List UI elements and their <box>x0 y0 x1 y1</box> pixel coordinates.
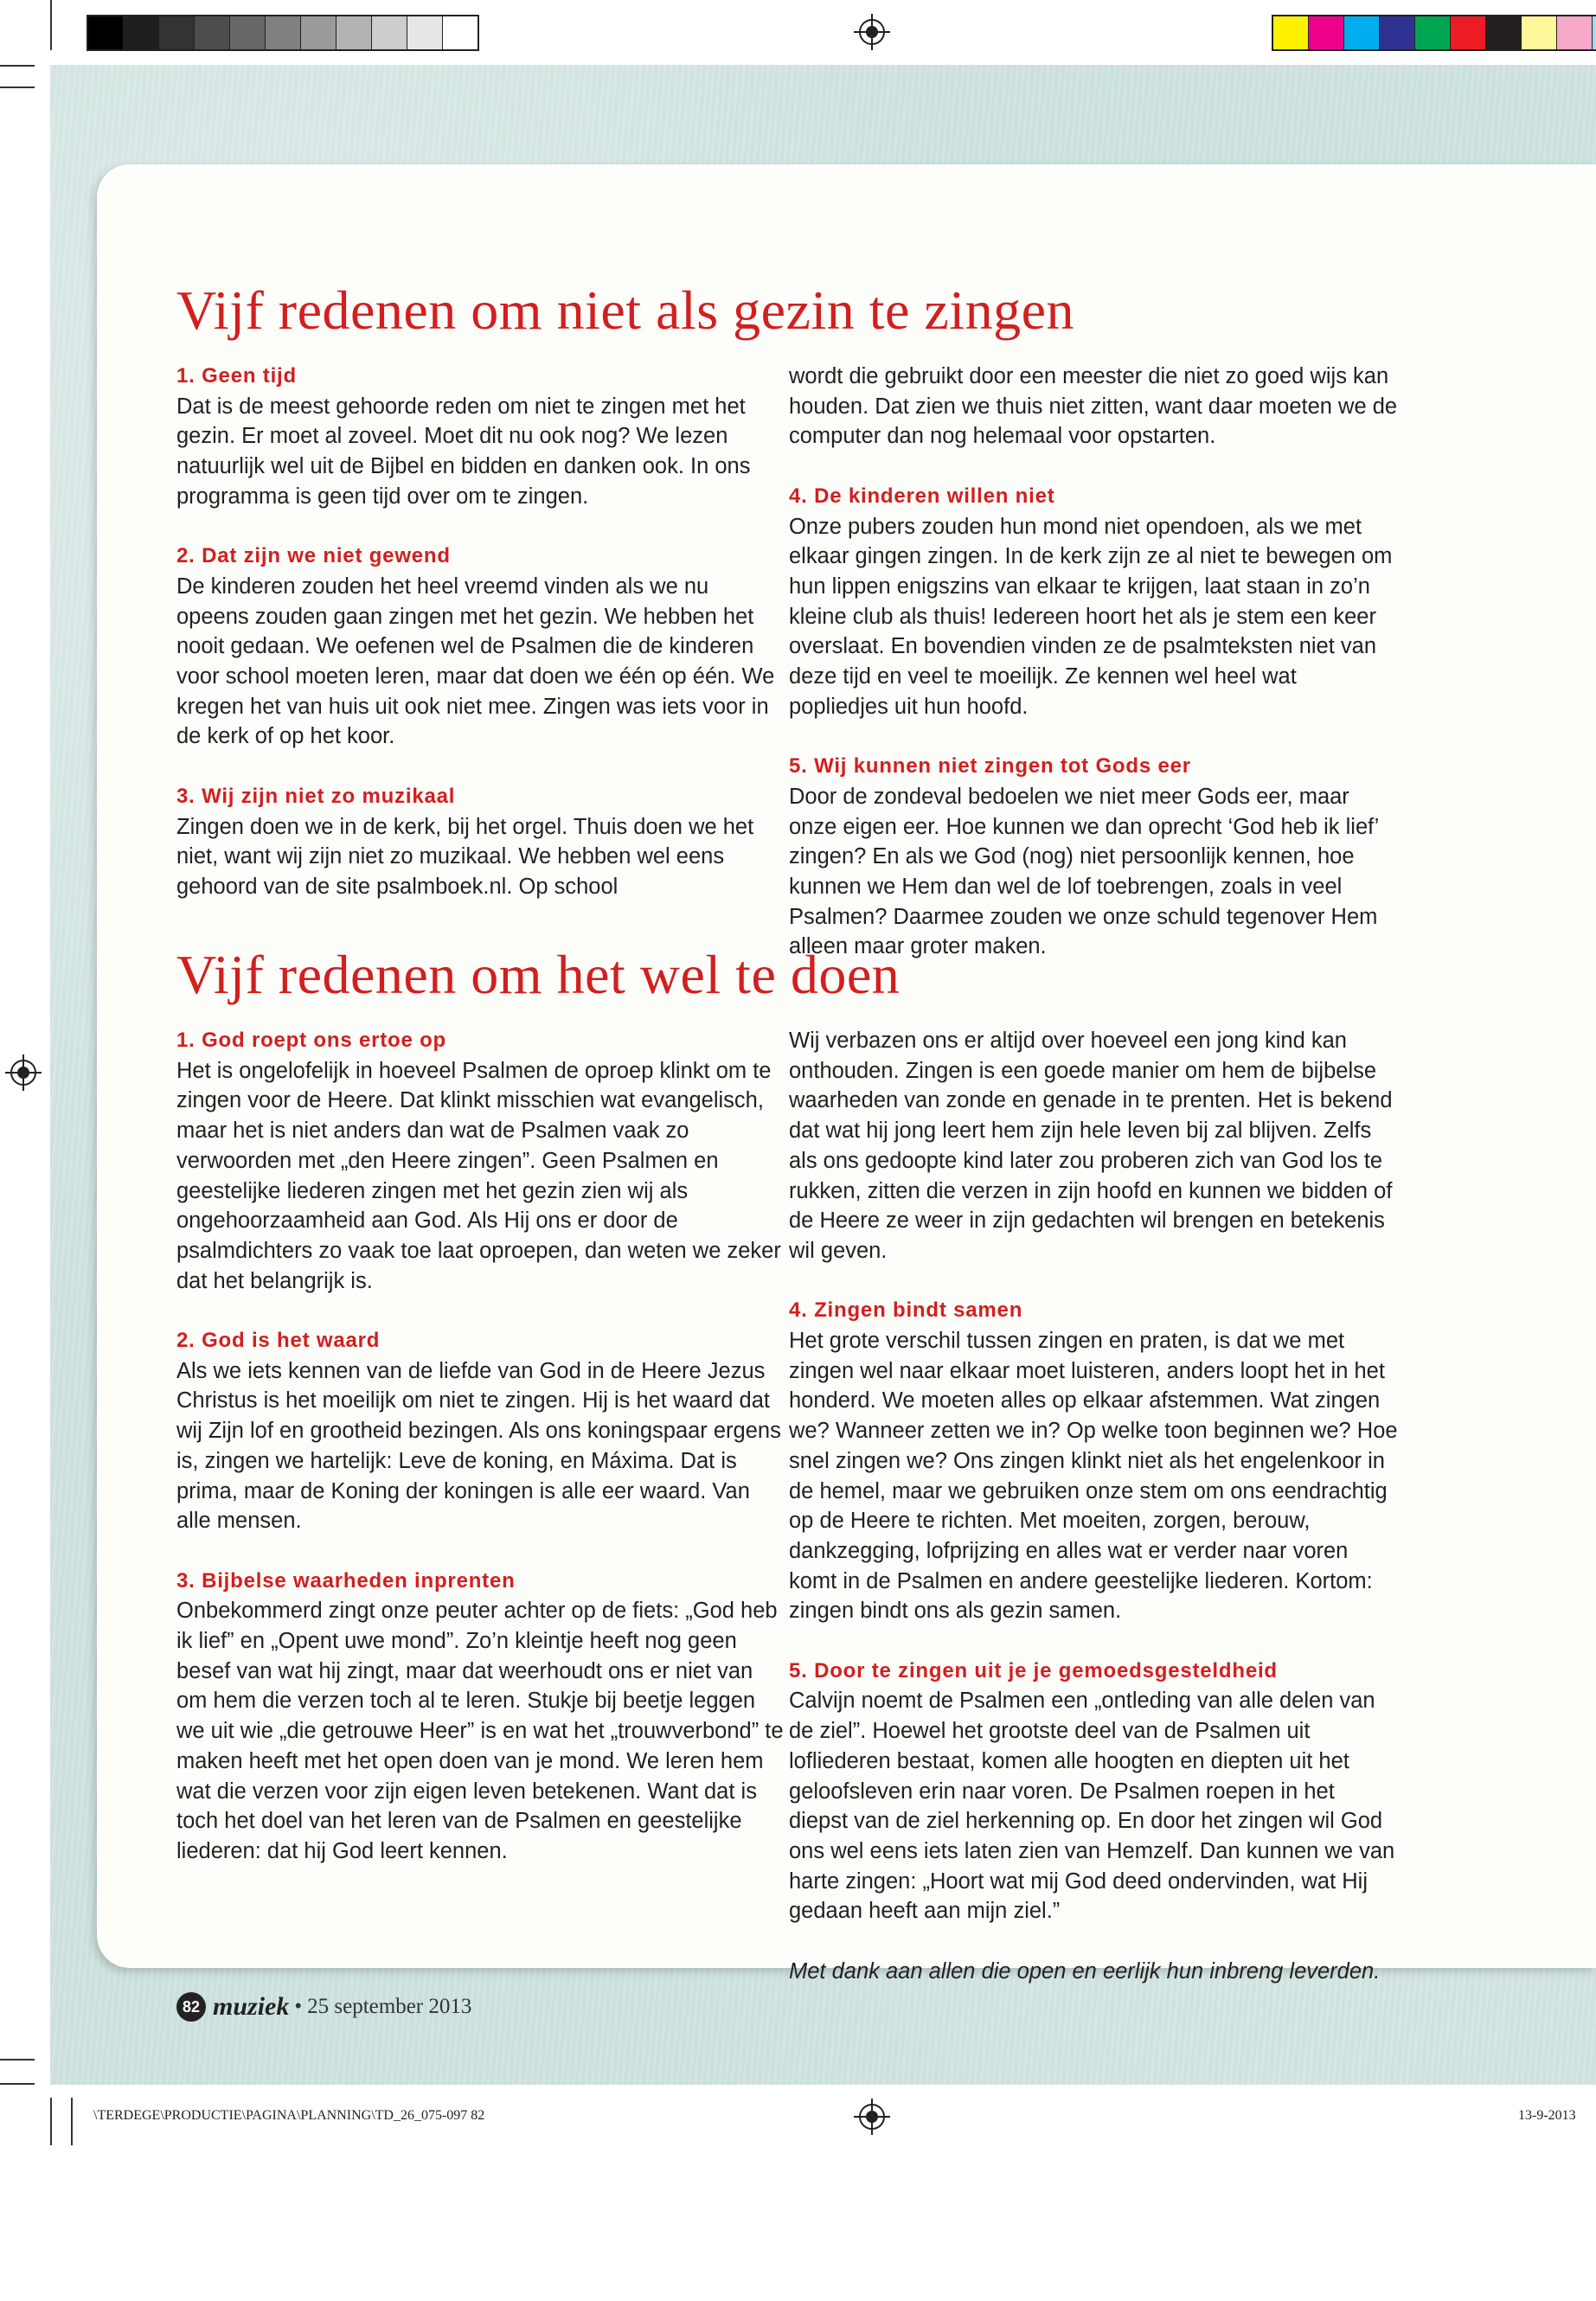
closing-note: Met dank aan allen die open en eerlijk hun inbreng leverden. <box>789 1958 1381 1984</box>
reason-text: Het is ongelofelijk in hoeveel Psalmen de oproep klinkt om te zingen voor de Heere. Dat klinkt misschien wat evangelisch, maar het is niet anders dan wat de Psalmen vaak zo verwoorden met „den Heere zingen”. Geen Psalmen en geestelijke liederen zingen met het gezin zien wij als ongehoorzaamheid aan God. Als Hij ons er door de psalmdichters zo vaak toe laat oproepen, dan weten we zeker dat het belangrijk is. <box>176 1058 781 1293</box>
color-swatch <box>1309 16 1344 49</box>
reason-text: Dat is de meest gehoorde reden om niet te zingen met het gezin. Er moet al zoveel. Moet dit nu ook nog? We lezen natuurlijk wel uit de Bijbel en bidden en danken ook. In ons programma is geen tijd over om te zingen. <box>176 394 751 509</box>
page-number: 82 <box>176 1992 206 2022</box>
section-title: Vijf redenen om het wel te doen <box>176 944 901 1005</box>
reason-heading: 1. Geen tijd <box>176 364 297 388</box>
registration-mark-icon <box>10 1060 36 1086</box>
color-bar <box>1272 15 1596 51</box>
color-swatch <box>1380 16 1415 49</box>
reason-text: Onbekommerd zingt onze peuter achter op de fiets: „God heb ik lief” en „Opent uwe mond”. Zo’n kleintje heeft nog geen besef van wat hij zingt, maar dat weerhoudt ons er niet van om hem die verzen toch al te leren. Stukje bij beetje leggen we uit wie „die getrouwe Heer” is en wat het „trouwverbond” te maken heeft met het open doen van je mond. We leren hem wat die verzen voor zijn eigen leven betekenen. Want dat is toch het doel van het leren van de Psalmen en geestelijke liederen: dat hij God leert kennen. <box>176 1599 784 1863</box>
reason-item <box>789 1296 1399 1626</box>
reason-heading: 5. Wij kunnen niet zingen tot Gods eer <box>789 754 1191 779</box>
reason-text: Als we iets kennen van de liefde van God in de Heere Jezus Christus is het moeilijk om niet te zingen. Hij is het waard dat wij Zijn lof en grootheid bezingen. Als ons koningspaar ergens is, zingen we hartelijk: Leve de koning, en Máxima. Dat is prima, maar de Koning der koningen is alle eer waard. Van alle mensen. <box>176 1358 781 1534</box>
text-column <box>176 362 786 902</box>
footer-bullet: • <box>294 1995 303 2018</box>
text-column <box>176 1026 786 1867</box>
crop-mark <box>71 2098 73 2145</box>
reason-text-continued: Wij verbazen ons er altijd over hoeveel een jong kind kan onthouden. Zingen is een goede manier om hem de bijbelse waarheden van zonde en genade in te prenten. Het is bekend dat wat hij jong leert hem zijn hele leven bij zal blijven. Zelfs als ons gedoopte kind later zou proberen zich van God los te rukken, zitten die verzen in zijn hoofd en kunnen we bidden of de Heere ze weer in zijn gedachten wil brengen en betekenis wil geven. <box>789 1029 1393 1263</box>
reason-text: Calvijn noemt de Psalmen een „ontleding van alle delen van de ziel”. Hoewel het grootste deel van de Psalmen uit lofliederen bestaat, komen alle hoogten en diepten uit het geloofsleven erin naar voren. De Psalmen roepen in het diepst van de ziel herkenning op. En door het zingen wil God ons wel eens iets laten zien van Hemzelf. Dan kunnen we van harte zingen: „Hoort wat mij God deed ondervinden, wat Hij gedaan heeft aan mijn ziel.” <box>789 1689 1395 1924</box>
issue-date: 25 september 2013 <box>307 1995 472 2018</box>
reason-heading: 5. Door te zingen uit je je gemoedsgesteldheid <box>789 1658 1278 1682</box>
crop-mark <box>0 65 35 67</box>
reason-text-continued: wordt die gebruikt door een meester die niet zo goed wijs kan houden. Dat zien we thuis niet zitten, want daar moeten we de computer dan nog helemaal voor opstarten. <box>789 364 1398 449</box>
reason-heading: 3. Wij zijn niet zo muzikaal <box>176 784 456 808</box>
color-swatch <box>159 16 195 49</box>
color-swatch <box>124 16 159 49</box>
color-swatch <box>1557 16 1593 49</box>
reason-heading: 4. De kinderen willen niet <box>789 484 1055 508</box>
color-swatch <box>1522 16 1557 49</box>
color-swatch <box>1415 16 1451 49</box>
text-column <box>789 362 1399 962</box>
gray-color-bar <box>87 15 479 51</box>
page-footer <box>176 1992 471 2022</box>
reason-item <box>176 1026 786 1296</box>
print-slug-path: \TERDEGE\PRODUCTIE\PAGINA\PLANNING\TD_26_075-097 82 <box>93 2108 485 2123</box>
text-column <box>789 1026 1399 1986</box>
color-swatch <box>230 16 266 49</box>
color-swatch <box>88 16 124 49</box>
color-swatch <box>1593 16 1596 49</box>
reason-text: Onze pubers zouden hun mond niet opendoen, als we met elkaar gingen zingen. In de kerk zijn ze al niet te bewegen om hun lippen enigszins van elkaar te krijgen, laat staan in zo’n kleine club als thuis! Iedereen hoort het als je stem een keer overslaat. En bovendien vinden ze de psalmteksten niet van deze tijd en veel te moeilijk. Ze kennen wel heel wat popliedjes uit hun hoofd. <box>789 514 1393 719</box>
registration-mark-icon <box>859 19 885 45</box>
crop-mark <box>0 87 35 88</box>
reason-item <box>789 1657 1399 1926</box>
color-swatch <box>266 16 301 49</box>
color-swatch <box>407 16 443 49</box>
color-swatch <box>1486 16 1522 49</box>
color-swatch <box>372 16 407 49</box>
color-swatch <box>337 16 372 49</box>
reason-text: Zingen doen we in de kerk, bij het orgel. Thuis doen we het niet, want wij zijn niet zo muzikaal. We hebben wel eens gehoord van de site psalmboek.nl. Op school <box>176 814 754 899</box>
reason-text: Het grote verschil tussen zingen en praten, is dat we met zingen wel naar elkaar moet luisteren, anders loopt het in het honderd. We moeten alles op elkaar afstemmen. Wat zingen we? Wanneer zetten we in? Op welke toon beginnen we? Hoe snel zingen we? Ons zingen klinkt niet als het engelenkoor in de hemel, maar we gebruiken onze stem om ons eendrachtig op de Heere te richten. Met moeiten, zorgen, berouw, dankzegging, lofprijzing en alles wat er verder naar voren komt in de Psalmen en andere geestelijke liederen. Kortom: zingen bindt ons als gezin samen. <box>789 1329 1398 1624</box>
crop-mark <box>50 2098 52 2145</box>
reason-item <box>176 1326 786 1536</box>
reason-item <box>789 752 1399 962</box>
reason-heading: 2. Dat zijn we niet gewend <box>176 544 451 568</box>
reason-item <box>176 362 786 512</box>
crop-mark <box>0 2059 35 2061</box>
crop-mark <box>50 0 52 50</box>
reason-text: Door de zondeval bedoelen we niet meer Gods eer, maar onze eigen eer. Hoe kunnen we dan oprecht ‘God heb ik lief’ zingen? En als we God (nog) niet persoonlijk kennen, hoe kunnen we Hem dan wel de lof toebrengen, zoals in veel Psalmen? Daarmee zouden we onze schuld tegenover Hem alleen maar groter maken. <box>789 784 1379 959</box>
color-swatch <box>1344 16 1380 49</box>
color-swatch <box>1451 16 1486 49</box>
reason-item <box>176 1567 786 1867</box>
reason-heading: 1. God roept ons ertoe op <box>176 1029 447 1052</box>
color-swatch <box>301 16 337 49</box>
reason-item <box>176 542 786 752</box>
registration-mark-icon <box>859 2104 885 2130</box>
color-swatch <box>443 16 478 49</box>
color-swatch <box>195 16 230 49</box>
reason-heading: 3. Bijbelse waarheden inprenten <box>176 1568 516 1593</box>
print-slug-date: 13-9-2013 <box>1518 2108 1576 2123</box>
color-swatch <box>1273 16 1309 49</box>
magazine-logo: muziek <box>213 1992 290 2021</box>
reason-heading: 2. God is het waard <box>176 1329 381 1353</box>
reason-item <box>176 782 786 902</box>
reason-heading: 4. Zingen bindt samen <box>789 1298 1023 1323</box>
reason-item <box>789 482 1399 722</box>
crop-mark <box>0 2083 35 2085</box>
section-title: Vijf redenen om niet als gezin te zingen <box>176 279 1074 341</box>
reason-text: De kinderen zouden het heel vreemd vinden als we nu opeens zouden gaan zingen met het gezin. We hebben het nooit gedaan. We oefenen wel de Psalmen die de kinderen voor school moeten leren, maar dat doen we één op één. We kregen het van huis uit ook niet mee. Zingen was iets voor in de kerk of op het koor. <box>176 574 775 749</box>
